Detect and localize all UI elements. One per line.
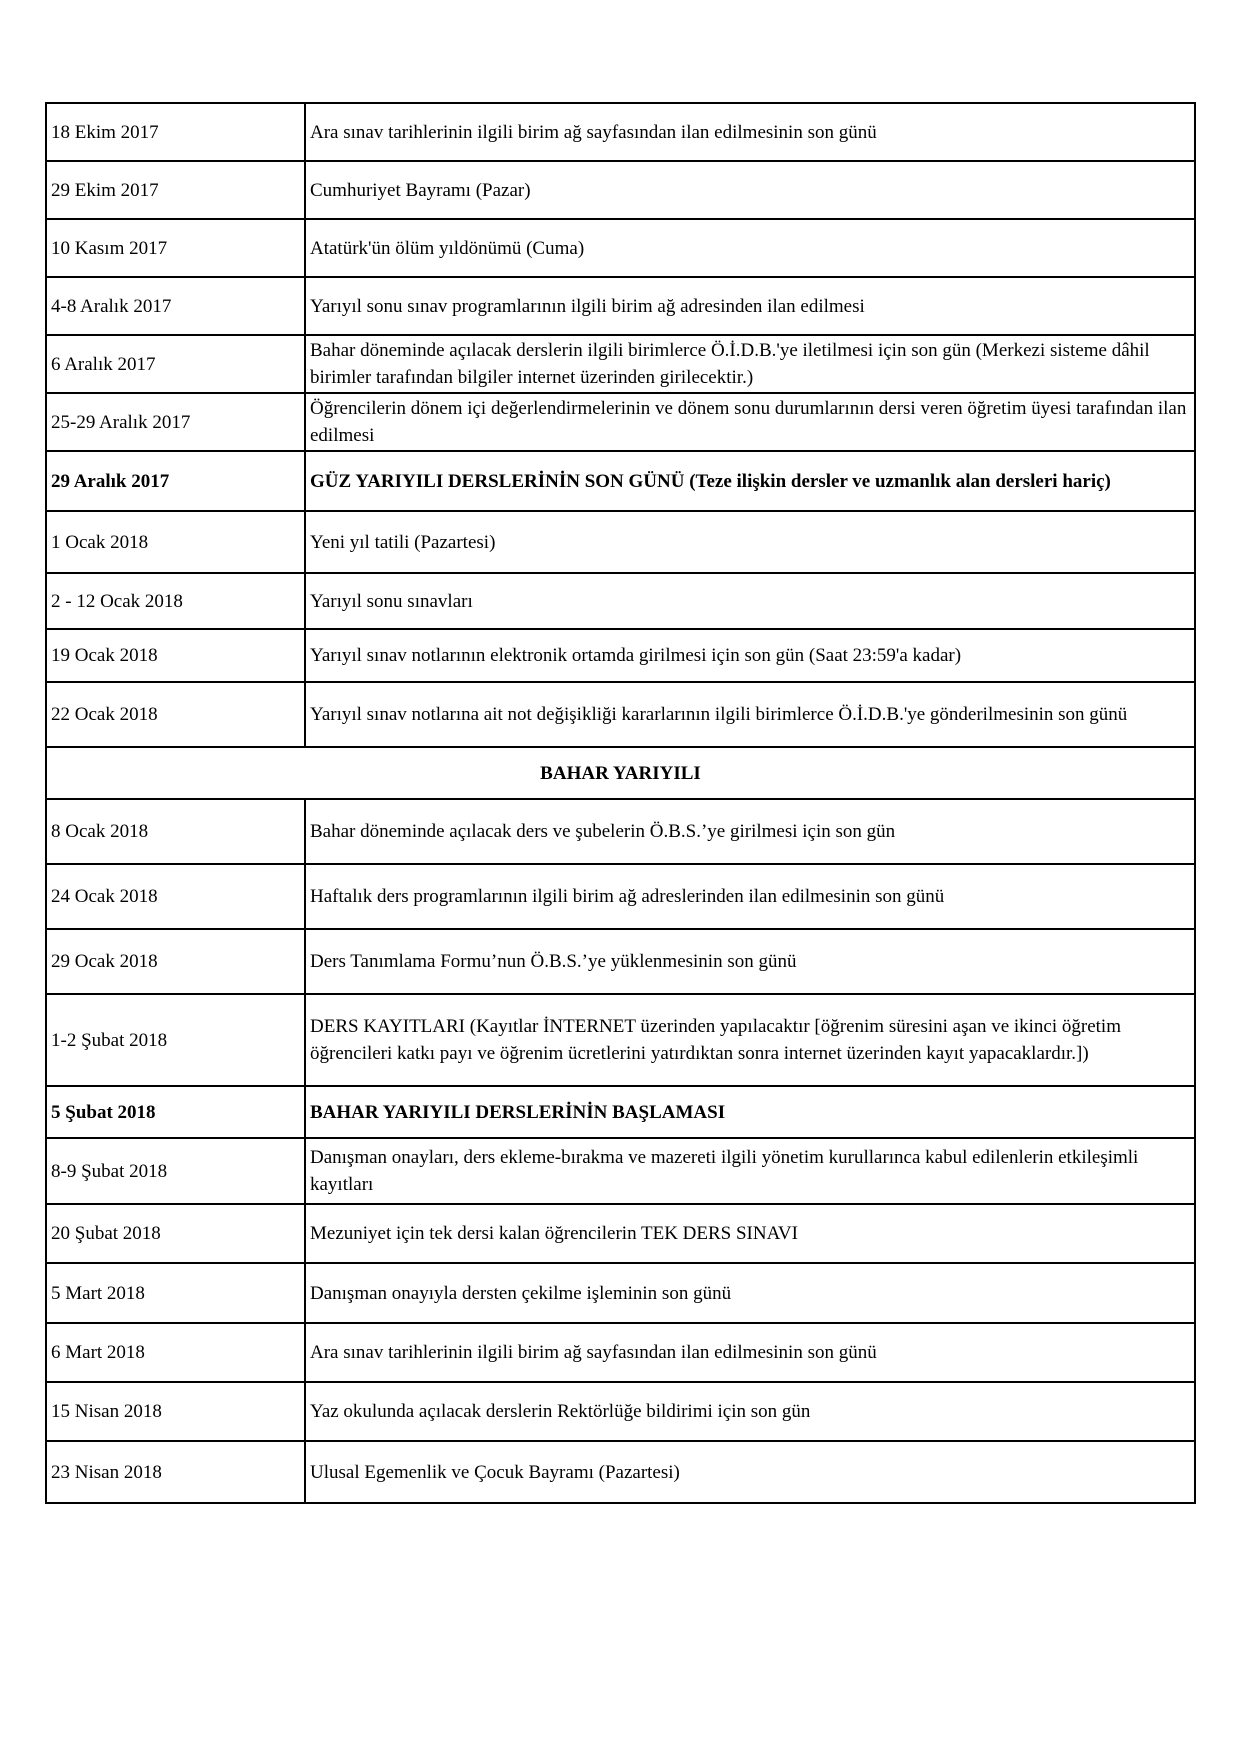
description-cell: DERS KAYITLARI (Kayıtlar İNTERNET üzerinden yapılacaktır [öğrenim süresini aşan ve ikinci öğretim öğrencileri katkı payı ve öğrenim ücretlerini yatırdıktan sonra internet üzerinden kayıt yapacaklardır.]) xyxy=(305,994,1195,1086)
description-cell: Cumhuriyet Bayramı (Pazar) xyxy=(305,161,1195,219)
table-row xyxy=(46,629,1195,682)
table-row xyxy=(46,1138,1195,1204)
date-cell: 29 Ekim 2017 xyxy=(46,161,305,219)
description-cell: Yarıyıl sınav notlarına ait not değişikliği kararlarının ilgili birimlerce Ö.İ.D.B.'ye gönderilmesinin son günü xyxy=(305,682,1195,747)
description-cell: Mezuniyet için tek dersi kalan öğrencilerin TEK DERS SINAVI xyxy=(305,1204,1195,1263)
table-row xyxy=(46,161,1195,219)
table-row xyxy=(46,335,1195,393)
description-cell: Yarıyıl sonu sınav programlarının ilgili birim ağ adresinden ilan edilmesi xyxy=(305,277,1195,335)
date-cell: 1 Ocak 2018 xyxy=(46,511,305,573)
date-cell: 1-2 Şubat 2018 xyxy=(46,994,305,1086)
date-cell: 2 - 12 Ocak 2018 xyxy=(46,573,305,629)
date-cell: 6 Aralık 2017 xyxy=(46,335,305,393)
table-row xyxy=(46,994,1195,1086)
description-cell: Yeni yıl tatili (Pazartesi) xyxy=(305,511,1195,573)
description-cell: Yaz okulunda açılacak derslerin Rektörlüğe bildirimi için son gün xyxy=(305,1382,1195,1441)
description-cell: Danışman onayıyla dersten çekilme işleminin son günü xyxy=(305,1263,1195,1323)
table-row xyxy=(46,393,1195,451)
table-row xyxy=(46,1441,1195,1503)
table-row xyxy=(46,1263,1195,1323)
description-cell: GÜZ YARIYILI DERSLERİNİN SON GÜNÜ (Teze ilişkin dersler ve uzmanlık alan dersleri hariç) xyxy=(305,451,1195,511)
description-cell: Danışman onayları, ders ekleme-bırakma ve mazereti ilgili yönetim kurullarınca kabul edilenlerin etkileşimli kayıtları xyxy=(305,1138,1195,1204)
table-row xyxy=(46,511,1195,573)
description-cell: Bahar döneminde açılacak ders ve şubelerin Ö.B.S.’ye girilmesi için son gün xyxy=(305,799,1195,864)
description-cell: BAHAR YARIYILI DERSLERİNİN BAŞLAMASI xyxy=(305,1086,1195,1138)
date-cell: 20 Şubat 2018 xyxy=(46,1204,305,1263)
date-cell: 22 Ocak 2018 xyxy=(46,682,305,747)
academic-calendar-table xyxy=(45,102,1196,1504)
description-cell: Atatürk'ün ölüm yıldönümü (Cuma) xyxy=(305,219,1195,277)
date-cell: 15 Nisan 2018 xyxy=(46,1382,305,1441)
date-cell: 10 Kasım 2017 xyxy=(46,219,305,277)
date-cell: 4-8 Aralık 2017 xyxy=(46,277,305,335)
table-row-highlight xyxy=(46,451,1195,511)
table-row xyxy=(46,1323,1195,1382)
table-row xyxy=(46,277,1195,335)
table-row xyxy=(46,1382,1195,1441)
section-header-row xyxy=(46,747,1195,799)
description-cell: Ara sınav tarihlerinin ilgili birim ağ sayfasından ilan edilmesinin son günü xyxy=(305,103,1195,161)
description-cell: Ders Tanımlama Formu’nun Ö.B.S.’ye yüklenmesinin son günü xyxy=(305,929,1195,994)
table-row xyxy=(46,799,1195,864)
description-cell: Öğrencilerin dönem içi değerlendirmelerinin ve dönem sonu durumlarının dersi veren öğretim üyesi tarafından ilan edilmesi xyxy=(305,393,1195,451)
table-row xyxy=(46,929,1195,994)
section-title: BAHAR YARIYILI xyxy=(46,747,1195,799)
date-cell: 5 Şubat 2018 xyxy=(46,1086,305,1138)
date-cell: 19 Ocak 2018 xyxy=(46,629,305,682)
date-cell: 5 Mart 2018 xyxy=(46,1263,305,1323)
description-cell: Yarıyıl sınav notlarının elektronik ortamda girilmesi için son gün (Saat 23:59'a kadar) xyxy=(305,629,1195,682)
date-cell: 24 Ocak 2018 xyxy=(46,864,305,929)
description-cell: Bahar döneminde açılacak derslerin ilgili birimlerce Ö.İ.D.B.'ye iletilmesi için son gün (Merkezi sisteme dâhil birimler tarafından bilgiler internet üzerinden girilecektir.) xyxy=(305,335,1195,393)
date-cell: 23 Nisan 2018 xyxy=(46,1441,305,1503)
date-cell: 18 Ekim 2017 xyxy=(46,103,305,161)
table-row xyxy=(46,219,1195,277)
description-cell: Yarıyıl sonu sınavları xyxy=(305,573,1195,629)
description-cell: Haftalık ders programlarının ilgili birim ağ adreslerinden ilan edilmesinin son günü xyxy=(305,864,1195,929)
date-cell: 6 Mart 2018 xyxy=(46,1323,305,1382)
description-cell: Ara sınav tarihlerinin ilgili birim ağ sayfasından ilan edilmesinin son günü xyxy=(305,1323,1195,1382)
table-row xyxy=(46,573,1195,629)
date-cell: 25-29 Aralık 2017 xyxy=(46,393,305,451)
table-row xyxy=(46,682,1195,747)
date-cell: 8-9 Şubat 2018 xyxy=(46,1138,305,1204)
table-row xyxy=(46,1204,1195,1263)
description-cell: Ulusal Egemenlik ve Çocuk Bayramı (Pazartesi) xyxy=(305,1441,1195,1503)
table-row xyxy=(46,103,1195,161)
table-row xyxy=(46,864,1195,929)
date-cell: 29 Aralık 2017 xyxy=(46,451,305,511)
date-cell: 29 Ocak 2018 xyxy=(46,929,305,994)
table-row-highlight xyxy=(46,1086,1195,1138)
date-cell: 8 Ocak 2018 xyxy=(46,799,305,864)
